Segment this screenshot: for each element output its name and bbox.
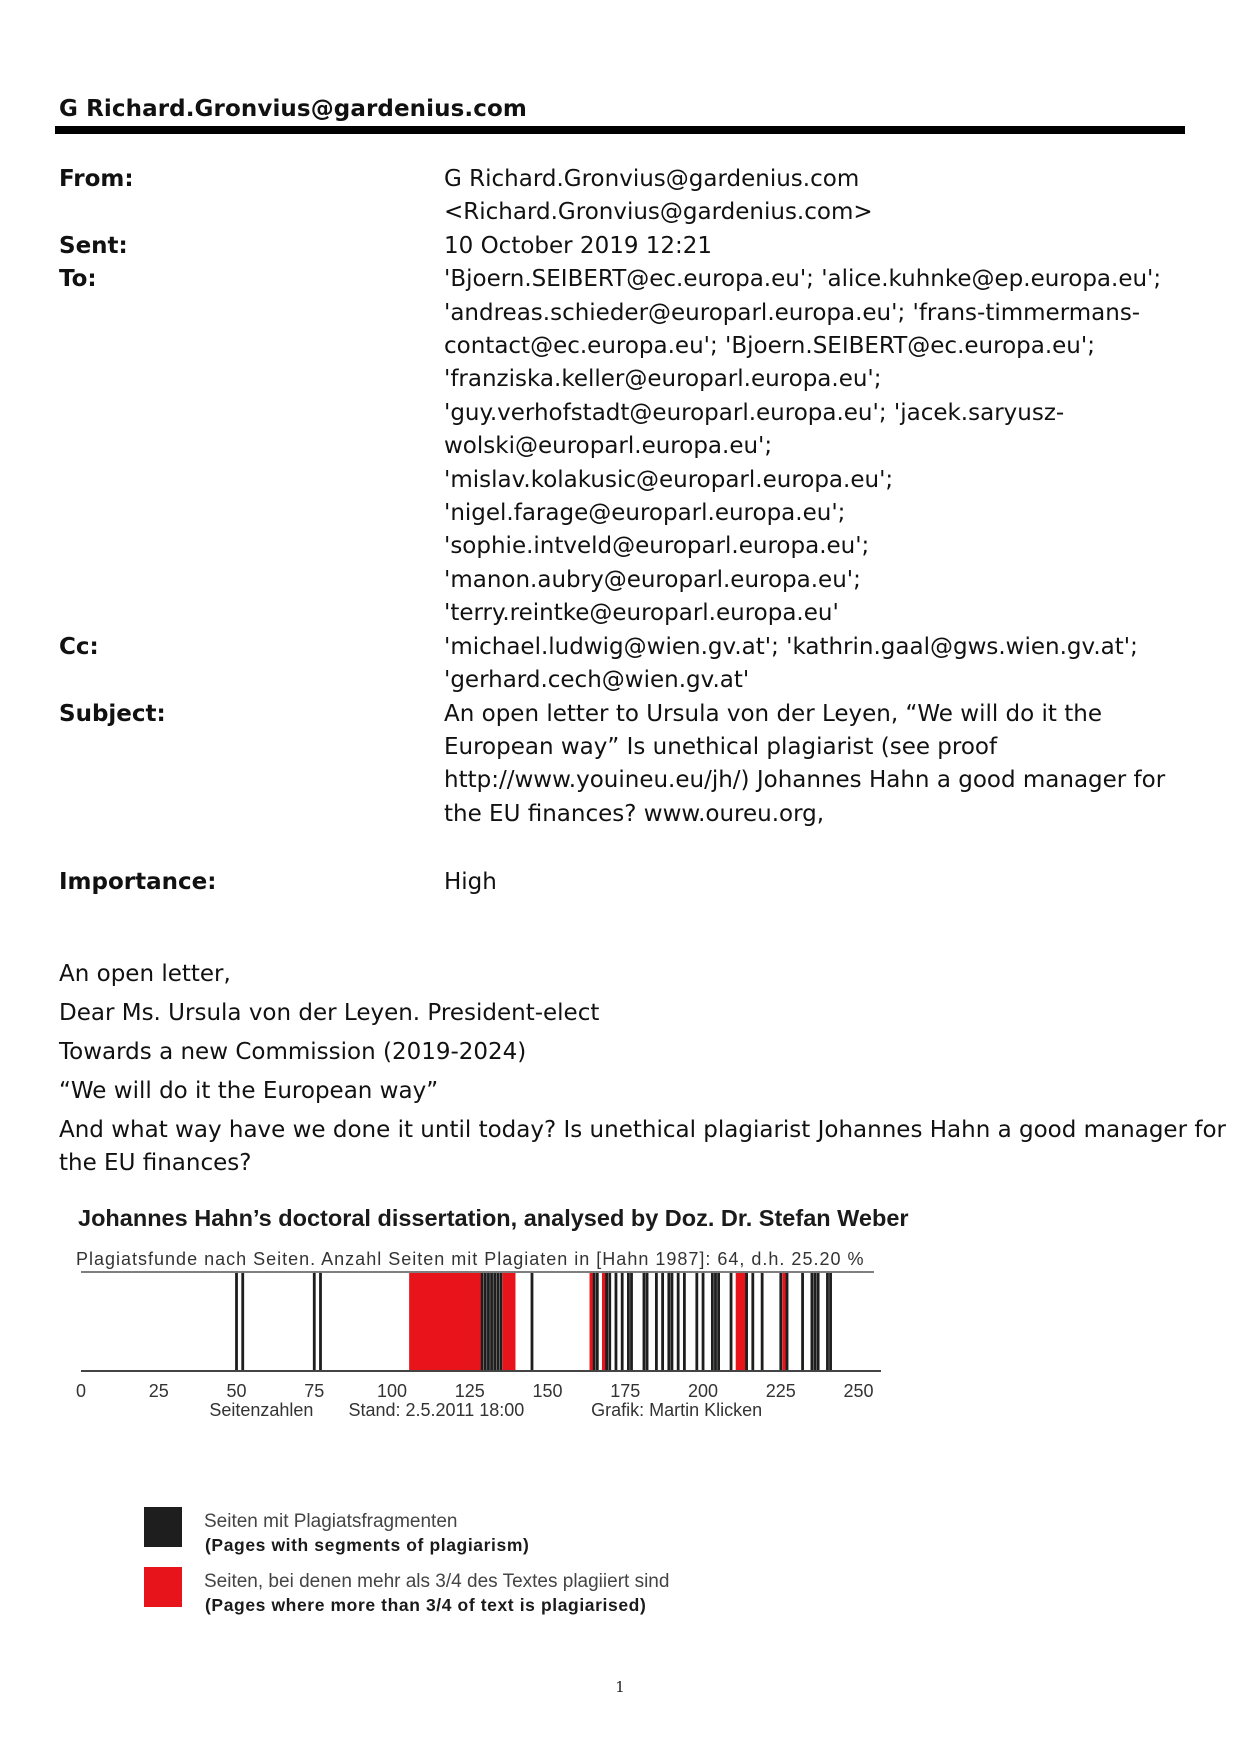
- subject-line: http://www.youineu.eu/jh/) Johannes Hahn a good manager for: [444, 767, 1166, 794]
- chart-bar-black: [745, 1273, 748, 1371]
- importance-label: Importance:: [59, 869, 217, 896]
- legend-swatch-red: [144, 1567, 182, 1607]
- to-line: 'guy.verhofstadt@europarl.europa.eu'; 'jacek.saryusz-: [444, 399, 1065, 426]
- chart-bar-black: [487, 1273, 490, 1371]
- chart-bar-black: [817, 1273, 820, 1371]
- chart-bar-black: [490, 1273, 493, 1371]
- chart-bar-black: [667, 1273, 670, 1371]
- header-row-importance: [59, 866, 1179, 899]
- chart-bar-black: [643, 1273, 646, 1371]
- to-line: contact@ec.europa.eu'; 'Bjoern.SEIBERT@ec.europa.eu';: [444, 333, 1095, 360]
- chart-bar-red: [602, 1273, 606, 1371]
- chart-bar-black: [811, 1273, 814, 1371]
- sent-value: [444, 230, 1179, 263]
- chart-tick-label: 250: [843, 1381, 874, 1401]
- chart-bar-red: [512, 1273, 516, 1371]
- chart-bar-black: [683, 1273, 686, 1371]
- body-line: Dear Ms. Ursula von der Leyen. President-elect: [59, 1000, 600, 1026]
- body-line: An open letter,: [59, 961, 231, 987]
- chart-subtitle: Plagiatsfunde nach Seiten. Anzahl Seiten mit Plagiaten in [Hahn 1987]: 64, d.h. 25.20 %: [76, 1249, 865, 1269]
- subject-label: Subject:: [59, 700, 166, 727]
- subject-line: European way” Is unethical plagiarist (see proof: [444, 733, 998, 760]
- chart-bar-black: [596, 1273, 599, 1371]
- from-line: <Richard.Gronvius@gardenius.com>: [444, 199, 873, 226]
- chart-bar-black: [531, 1273, 534, 1371]
- cc-line: 'gerhard.cech@wien.gv.at': [444, 667, 750, 694]
- legend-label-de: Seiten mit Plagiatsfragmenten: [204, 1511, 458, 1532]
- chart-bar-black: [615, 1273, 618, 1371]
- subject-line: the EU finances? www.oureu.org,: [444, 800, 825, 827]
- chart-bar-black: [313, 1273, 316, 1371]
- from-line: G Richard.Gronvius@gardenius.com: [444, 166, 860, 192]
- chart-bar-red: [590, 1273, 594, 1371]
- chart-bar-black: [661, 1273, 664, 1371]
- chart-bar-black: [605, 1273, 608, 1371]
- from-value: [444, 163, 1179, 230]
- chart-bar-black: [319, 1273, 322, 1371]
- chart-bar-red: [782, 1273, 786, 1371]
- chart-tick-label: 125: [454, 1381, 485, 1401]
- cc-label: Cc:: [59, 633, 99, 660]
- body-paragraph: [59, 958, 1189, 991]
- cc-value: [444, 631, 1179, 698]
- chart-bar-black: [241, 1273, 244, 1371]
- chart-bar-black: [671, 1273, 674, 1371]
- header-row-cc: [59, 631, 1179, 698]
- to-value: [444, 263, 1179, 630]
- to-line: 'mislav.kolakusic@europarl.europa.eu';: [444, 466, 894, 493]
- chart-bar-black: [646, 1273, 649, 1371]
- legend-swatch-black: [144, 1507, 182, 1547]
- email-header: [59, 163, 1179, 900]
- chart-bar-black: [235, 1273, 238, 1371]
- to-line: 'nigel.farage@europarl.europa.eu';: [444, 500, 846, 527]
- body-line: And what way have we done it until today? Is unethical plagiarist Johannes Hahn a good manager for: [59, 1117, 1226, 1143]
- body-paragraph: [59, 1075, 1189, 1108]
- body-paragraph: [59, 1036, 1189, 1069]
- legend-label-en: (Pages with segments of plagiarism): [205, 1535, 530, 1555]
- body-line: the EU finances?: [59, 1150, 252, 1176]
- title-divider: [55, 126, 1185, 134]
- to-line: 'andreas.schieder@europarl.europa.eu'; 'frans-timmermans-: [444, 299, 1141, 326]
- chart-bar-black: [829, 1273, 832, 1371]
- chart-tick-label: 0: [76, 1381, 87, 1401]
- chart-annotation-credit: Grafik: Martin Klicken: [591, 1400, 763, 1420]
- chart-bar-black: [627, 1273, 630, 1371]
- to-label: To:: [59, 266, 97, 293]
- body-line: “We will do it the European way”: [59, 1078, 439, 1104]
- to-line: 'manon.aubry@europarl.europa.eu';: [444, 566, 861, 593]
- importance-line: High: [444, 869, 497, 896]
- legend-label-de: Seiten, bei denen mehr als 3/4 des Textes plagiiert sind: [204, 1571, 670, 1592]
- to-line: wolski@europarl.europa.eu';: [444, 433, 773, 460]
- chart-title: Johannes Hahn’s doctoral dissertation, analysed by Doz. Dr. Stefan Weber: [78, 1205, 909, 1231]
- chart-bar-black: [630, 1273, 633, 1371]
- to-line: 'sophie.intveld@europarl.europa.eu';: [444, 533, 870, 560]
- header-row-sent: [59, 230, 1179, 263]
- chart-bar-red: [478, 1273, 482, 1371]
- chart-tick-label: 150: [532, 1381, 563, 1401]
- cc-line: 'michael.ludwig@wien.gv.at'; 'kathrin.gaal@gws.wien.gv.at';: [444, 633, 1138, 660]
- chart-tick-label: 25: [148, 1381, 169, 1401]
- plagiarism-chart-figure: [76, 1205, 1036, 1645]
- plagiarism-chart: [76, 1205, 1036, 1505]
- page-number: 1: [615, 1678, 625, 1696]
- chart-x-label: Seitenzahlen: [209, 1400, 314, 1420]
- chart-tick-label: 100: [377, 1381, 408, 1401]
- chart-bar-black: [786, 1273, 789, 1371]
- chart-bar-black: [655, 1273, 658, 1371]
- chart-bar-black: [621, 1273, 624, 1371]
- chart-bar-black: [695, 1273, 698, 1371]
- to-line: 'franziska.keller@europarl.europa.eu';: [444, 366, 882, 393]
- chart-bar-black: [814, 1273, 817, 1371]
- legend-label-en: (Pages where more than 3/4 of text is plagiarised): [205, 1595, 647, 1615]
- subject-line: An open letter to Ursula von der Leyen, “We will do it the: [444, 700, 1102, 727]
- chart-bar-black: [702, 1273, 705, 1371]
- chart-bar-black: [801, 1273, 804, 1371]
- chart-bar-black: [826, 1273, 829, 1371]
- chart-bar-black: [711, 1273, 714, 1371]
- body-paragraph: [59, 1114, 1226, 1180]
- to-line: 'terry.reintke@europarl.europa.eu': [444, 600, 839, 627]
- chart-bar-black: [496, 1273, 499, 1371]
- from-label: From:: [59, 166, 134, 192]
- chart-tick-label: 75: [304, 1381, 325, 1401]
- chart-bar-black: [499, 1273, 502, 1371]
- chart-bar-black: [730, 1273, 733, 1371]
- chart-bar-red: [742, 1273, 746, 1371]
- chart-bar-black: [714, 1273, 717, 1371]
- chart-bar-black: [779, 1273, 782, 1371]
- chart-annotation-date: Stand: 2.5.2011 18:00: [348, 1400, 525, 1420]
- chart-bar-black: [751, 1273, 754, 1371]
- body-line: Towards a new Commission (2019-2024): [59, 1039, 527, 1065]
- sent-label: Sent:: [59, 232, 128, 259]
- header-row-subject: [59, 698, 1179, 832]
- chart-tick-label: 175: [610, 1381, 641, 1401]
- chart-bar-black: [608, 1273, 611, 1371]
- chart-bar-black: [481, 1273, 484, 1371]
- sent-line: 10 October 2019 12:21: [444, 232, 713, 259]
- chart-tick-label: 225: [765, 1381, 796, 1401]
- header-row-from: [59, 163, 1179, 230]
- header-row-to: [59, 263, 1179, 630]
- letter-body: [59, 958, 1226, 1186]
- importance-value: [444, 866, 1179, 899]
- to-line: 'Bjoern.SEIBERT@ec.europa.eu'; 'alice.kuhnke@ep.europa.eu';: [444, 266, 1162, 293]
- chart-bar-black: [484, 1273, 487, 1371]
- chart-tick-label: 50: [226, 1381, 247, 1401]
- chart-bar-black: [677, 1273, 680, 1371]
- chart-bar-black: [593, 1273, 596, 1371]
- body-paragraph: [59, 997, 1189, 1030]
- chart-bar-black: [761, 1273, 764, 1371]
- chart-bar-black: [493, 1273, 496, 1371]
- document-title: G Richard.Gronvius@gardenius.com: [59, 96, 527, 122]
- chart-bar-black: [717, 1273, 720, 1371]
- chart-tick-label: 200: [688, 1381, 719, 1401]
- subject-value: [444, 698, 1179, 832]
